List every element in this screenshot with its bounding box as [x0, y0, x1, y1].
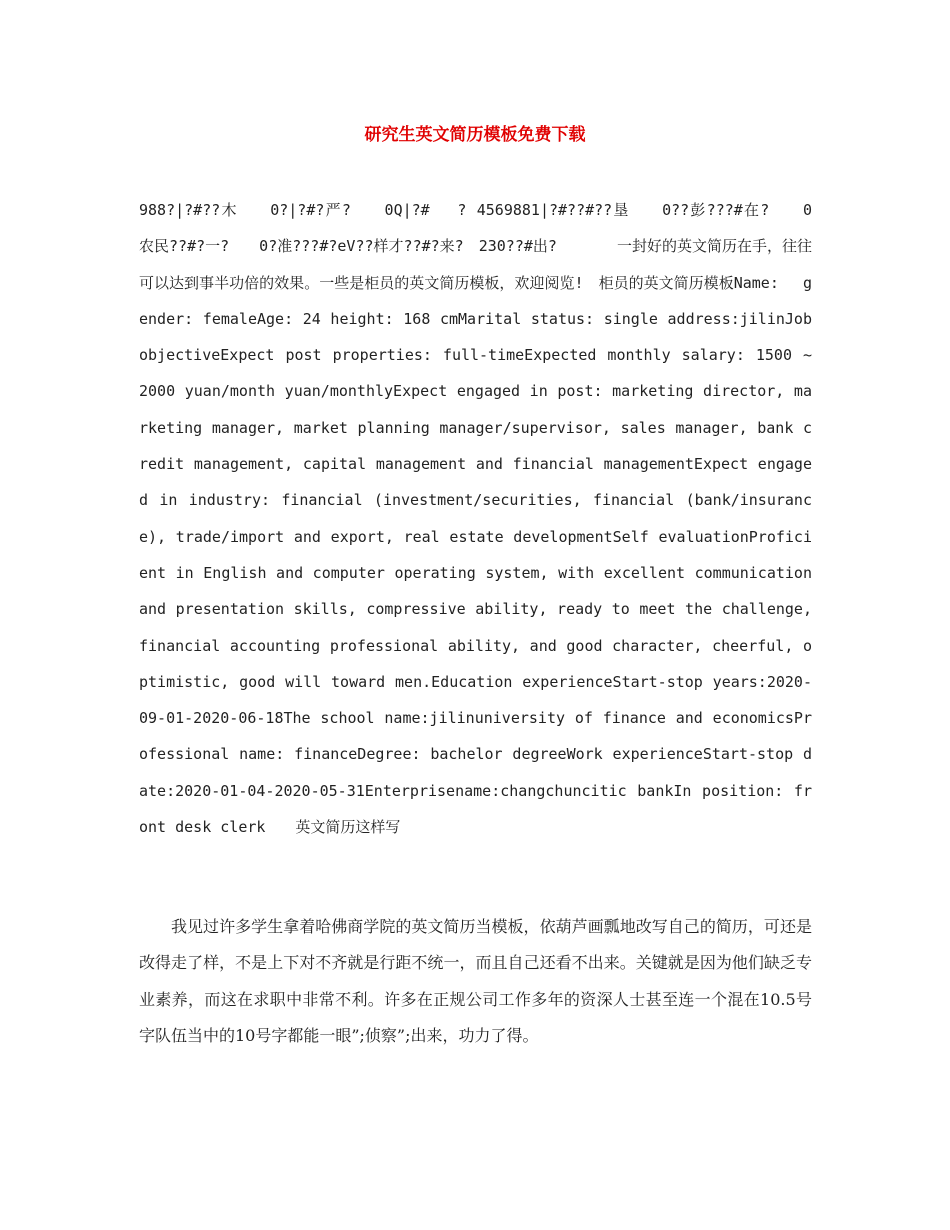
document-title: 研究生英文简历模板免费下载 — [364, 125, 586, 145]
paragraph-2-text: 我见过许多学生拿着哈佛商学院的英文简历当模板，依葫芦画瓢地改写自己的简历，可还是改得走了样，不是上下对不齐就是行距不统一，而且自己还看不出来。关键就是因为他们缺乏专业素养，而这在求职中非常不利。许多在正规公司工作多年的资深人士甚至连一个混在10.5号字队伍当中的10号字都能一眼”;侦察”;出来，功力了得。 — [139, 917, 812, 1045]
paragraph-1-text: 988?|?#??木 0?|?#?严? 0Q|?# ? 4569881|?#??#??垦 0??彭???#在? 0 农民??#?一? 0?准???#?eV??样才??#?来? 230??#出? 一封好的英文简历在手，往往可以达到事半功倍的效果。一些是柜员的英文简历模板，欢迎阅览! 柜员的英文简历模板Name: gender: femaleAge: 24 height: 168 cmMarital status: single address:jilinJob objectiveExpect post properties: full-timeExpected monthly salary: 1500 ~ 2000 yuan/month yuan/monthlyExpect engaged in post: marketing director, marketing manager, market planning manager/supervisor, sales manager, bank credit management, capital management and financial managementExpect engaged in industry: financial (investment/securities, financial (bank/insurance), trade/import and export, real estate developmentSelf evaluationProficient in English and computer operating system, with excellent communication and presentation skills, compressive ability, ready to meet the challenge, financial accounting professional ability, and good character, cheerful, optimistic, good will toward men.Education experienceStart-stop years:2020-09-01-2020-06-18The school name:jilinuniversity of finance and economicsProfessional name: financeDegree: bachelor degreeWork experienceStart-stop date:2020-01-04-2020-05-31Enterprisename:changchuncitic bankIn position: front desk clerk 英文简历这样写 — [139, 201, 828, 837]
body-paragraph-2 — [139, 909, 812, 1054]
body-paragraph-1 — [139, 192, 828, 845]
